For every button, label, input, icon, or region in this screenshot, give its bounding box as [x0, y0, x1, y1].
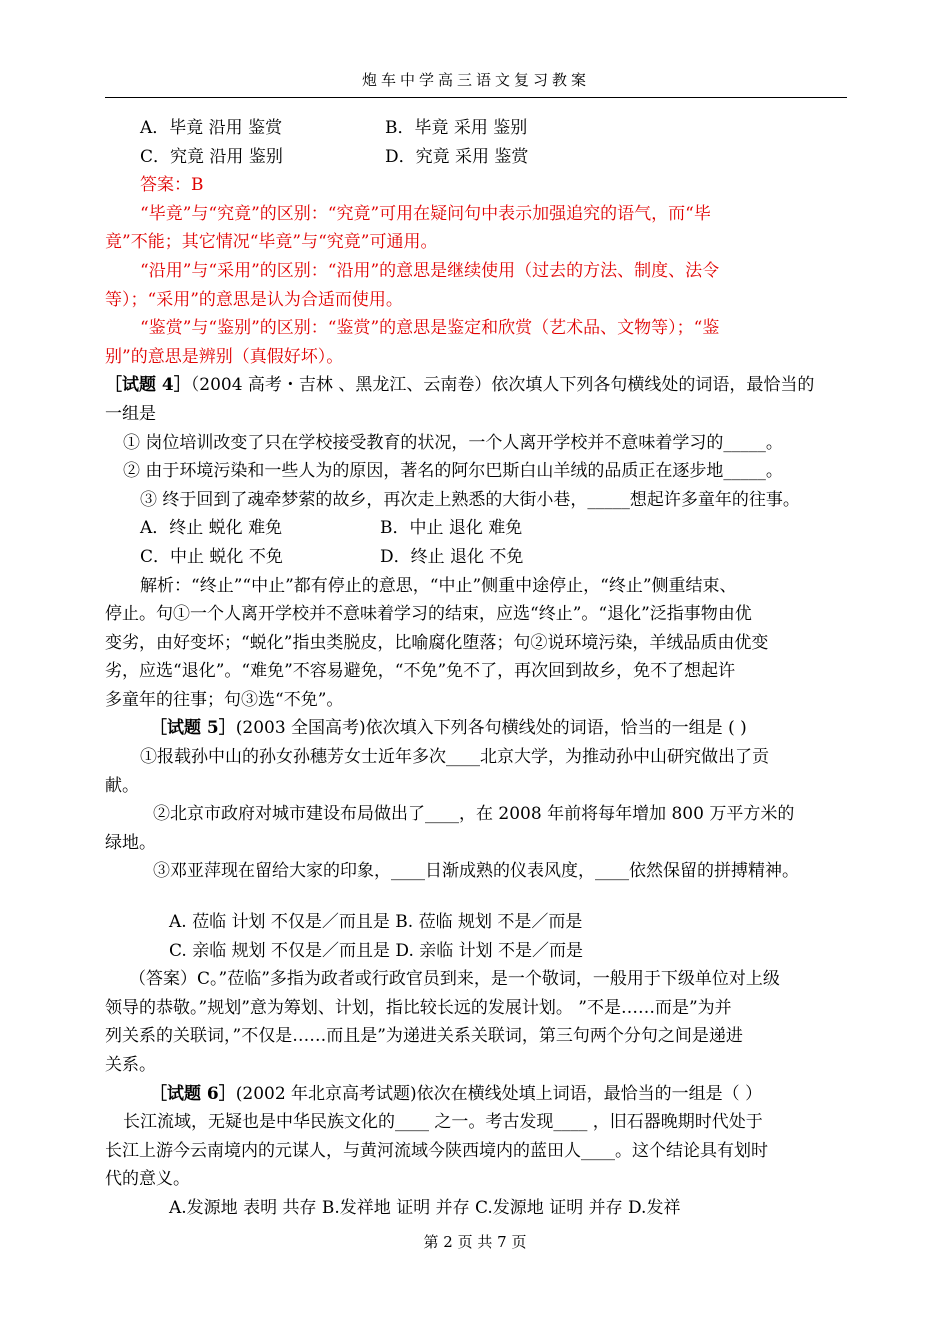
q5-answer-3: 列关系的关联词，”不仅是……而且是”为递进关系关联词，第三句两个分句之间是递进 — [105, 1026, 743, 1047]
q5-answer-1: （答案）C。”莅临”多指为政者或行政官员到来，是一个敬词，一般用于下级单位对上级 — [129, 969, 780, 990]
q4-explanation-3: 变劣，由好变坏；“蜕化”指虫类脱皮，比喻腐化堕落；句②说环境污染，羊绒品质由优变 — [105, 632, 769, 653]
q3-explanation-2b: 等）；“采用”的意思是认为合适而使用。 — [105, 289, 403, 310]
q3-option-d: D．究竟 采用 鉴赏 — [385, 146, 529, 167]
q6-passage-2: 长江上游今云南境内的元谋人，与黄河流域今陕西境内的蓝田人____。这个结论具有划时 — [105, 1140, 768, 1161]
q4-explanation-2: 停止。句①一个人离开学校并不意味着学习的结束，应选“终止”。“退化”泛指事物由优 — [105, 604, 752, 625]
q5-sentence-2a: ②北京市政府对城市建设布局做出了____，在 2008 年前将每年增加 800 万平方米的 — [153, 804, 795, 825]
q4-option-a: A．终止 蜕化 难免 — [140, 518, 283, 539]
q3-explanation-1a: “毕竟”与“究竟”的区别：“究竟”可用在疑问句中表示加强追究的语气，而“毕 — [140, 203, 711, 224]
q3-explanation-2a: “沿用”与“采用”的区别：“沿用”的意思是继续使用（过去的方法、制度、法令 — [140, 260, 720, 281]
q6-passage-1: 长江流域，无疑也是中华民族文化的____ 之一。考古发现____ ，旧石器晚期时代处于 — [123, 1112, 763, 1133]
q6-tag: ［试题 6］ — [150, 1083, 236, 1104]
q4-explanation-4: 劣，应选“退化”。“难免”不容易避免，“不免”免不了，再次回到故乡，免不了想起许 — [105, 661, 736, 682]
q6-passage-3: 代的意义。 — [105, 1169, 190, 1190]
q4-option-c: C．中止 蜕化 不免 — [140, 546, 283, 567]
page-header: 炮车中学高三语文复习教案 — [361, 71, 590, 89]
q6-stem: (2002 年北京高考试题)依次在横线处填上词语，最恰当的一组是（ ） — [235, 1083, 763, 1104]
q3-option-c: C．究竟 沿用 鉴别 — [140, 146, 283, 167]
q4-options-row-1 — [105, 514, 847, 543]
q3-explanation-1b: 竟”不能；其它情况“毕竟”与“究竟”可通用。 — [105, 232, 438, 253]
q3-answer: 答案：B — [140, 175, 204, 196]
q4-stem-line-1 — [105, 371, 847, 400]
q6-options: A.发源地 表明 共存 B.发祥地 证明 并存 C.发源地 证明 并存 D.发祥 — [169, 1197, 681, 1218]
q4-explanation-5: 多童年的往事；句③选“不免”。 — [105, 689, 344, 710]
q3-explanation-3b: 别”的意思是辨别（真假好坏）。 — [105, 346, 344, 367]
q6-stem-line — [105, 1080, 847, 1109]
q5-sentence-2b: 绿地。 — [105, 832, 156, 853]
q5-tag: ［试题 5］ — [150, 718, 236, 739]
q3-options-row-1 — [105, 114, 847, 143]
q5-stem: (2003 全国高考)依次填入下列各句横线处的词语，恰当的一组是 ( ) — [235, 718, 747, 739]
q4-tag: ［试题 4］ — [105, 375, 191, 396]
q3-explanation-3a: “鉴赏”与“鉴别”的区别：“鉴赏”的意思是鉴定和欣赏（艺术品、文物等）；“鉴 — [140, 318, 720, 339]
q4-sentence-2: ② 由于环境污染和一些人为的原因，著名的阿尔巴斯白山羊绒的品质正在逐步地_____。 — [123, 461, 783, 482]
document-body — [105, 114, 847, 1223]
q5-answer-2: 领导的恭敬。”规划”意为筹划、计划，指比较长远的发展计划。 ”不是……而是”为并 — [105, 997, 732, 1018]
q4-options-row-2 — [105, 543, 847, 572]
q4-sentence-3: ③ 终于回到了魂牵梦萦的故乡，再次走上熟悉的大街小巷，_____想起许多童年的往事。 — [140, 489, 800, 510]
q4-option-b: B．中止 退化 难免 — [380, 518, 523, 539]
q5-options-row-1: A. 莅临 计划 不仅是／而且是 B. 莅临 规划 不是／而是 — [169, 912, 583, 933]
q5-options-row-2: C. 亲临 规划 不仅是／而且是 D. 亲临 计划 不是／而是 — [169, 940, 584, 961]
q4-stem-2: 一组是 — [105, 403, 156, 424]
page-footer: 第 2 页 共 7 页 — [423, 1233, 527, 1251]
q3-options-row-2 — [105, 143, 847, 172]
q4-option-d: D．终止 退化 不免 — [380, 546, 524, 567]
q4-stem-1: （2004 高考・吉林 、黑龙江、云南卷）依次填人下列各句横线处的词语，最恰当的 — [190, 375, 815, 396]
q5-sentence-1a: ①报载孙中山的孙女孙穗芳女士近年多次____北京大学，为推动孙中山研究做出了贡 — [140, 747, 769, 768]
q3-option-b: B．毕竟 采用 鉴别 — [385, 118, 528, 138]
q3-option-a: A．毕竟 沿用 鉴赏 — [140, 118, 283, 138]
q4-sentence-1: ① 岗位培训改变了只在学校接受教育的状况，一个人离开学校并不意味着学习的_____。 — [123, 432, 783, 453]
q5-sentence-1b: 献。 — [105, 775, 139, 796]
spacer — [105, 886, 847, 908]
q5-sentence-3: ③邓亚萍现在留给大家的印象，____日渐成熟的仪表风度，____依然保留的拼搏精神。 — [153, 861, 799, 882]
q5-stem-line — [105, 714, 847, 743]
q5-answer-4: 关系。 — [105, 1055, 156, 1075]
q4-explanation-1: 解析：“终止”“中止”都有停止的意思，“中止”侧重中途停止，“终止”侧重结束、 — [140, 575, 737, 596]
header-rule — [105, 97, 847, 98]
